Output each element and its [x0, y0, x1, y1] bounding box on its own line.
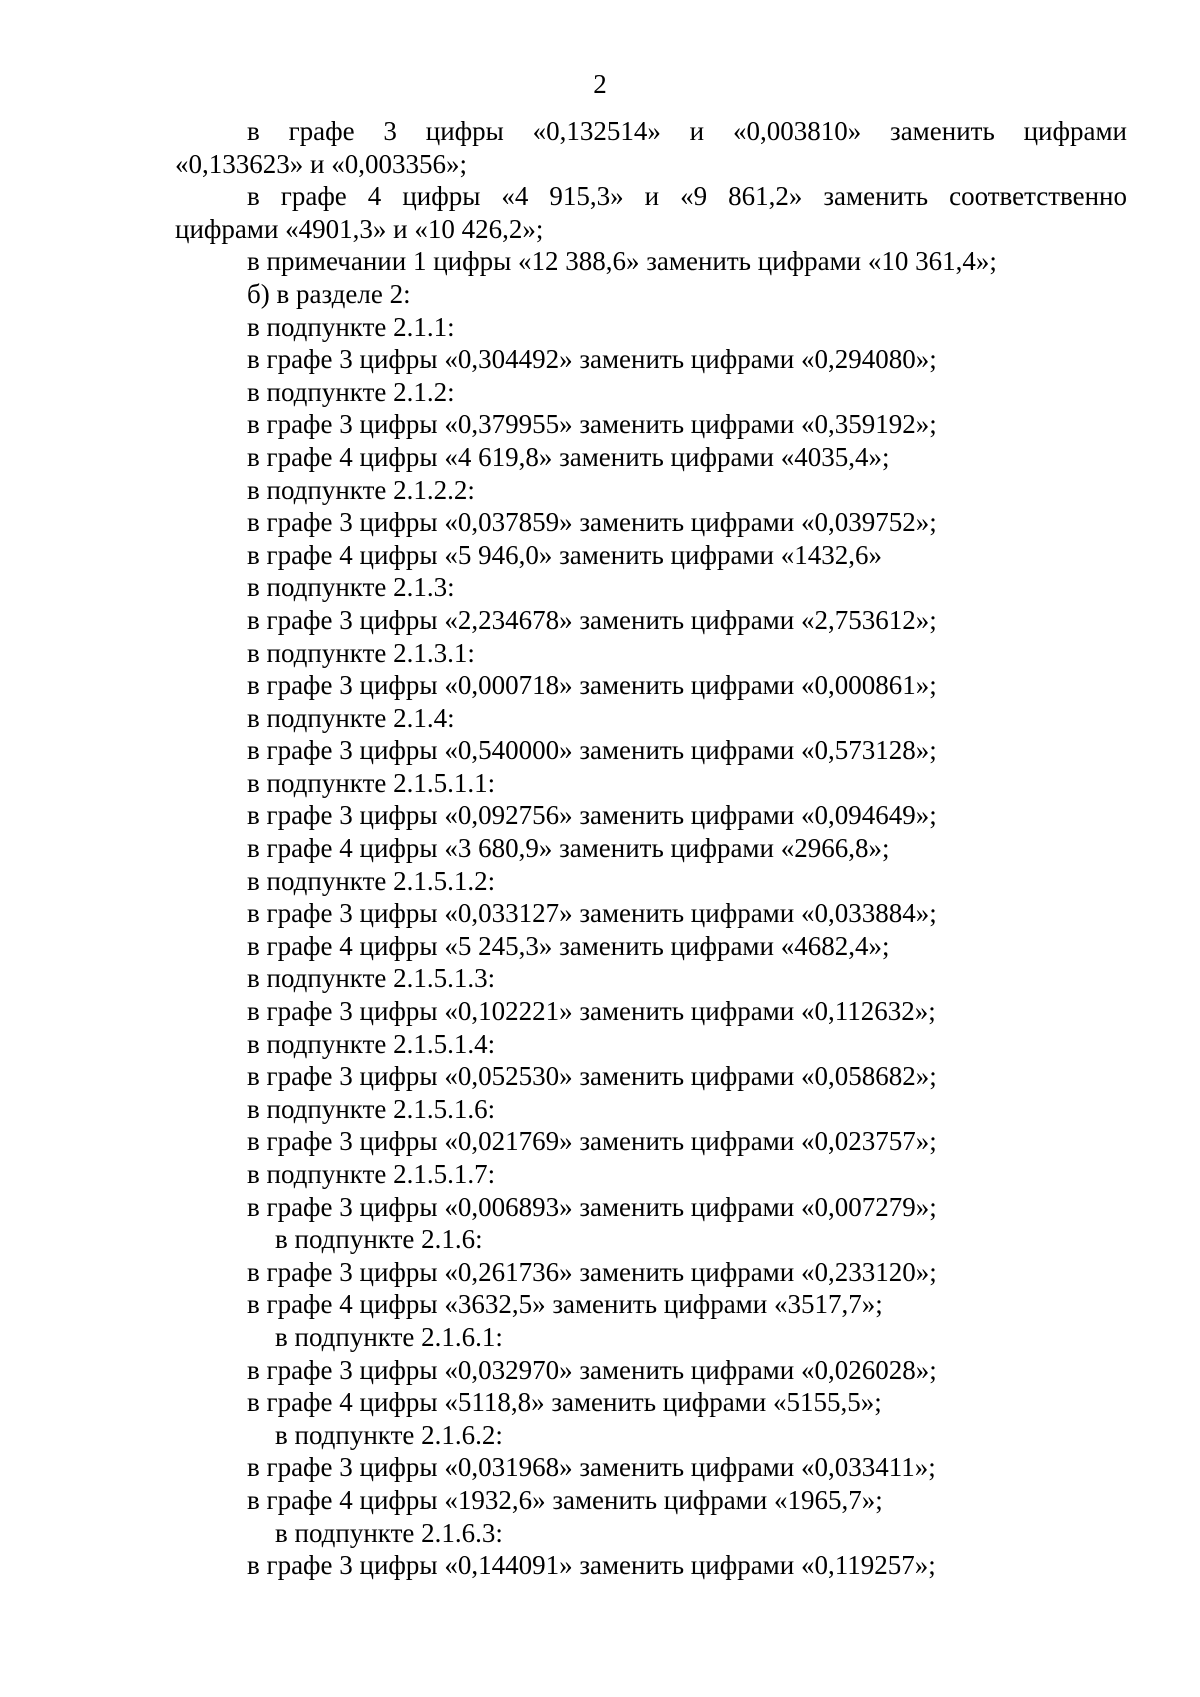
- text-line: в графе 4 цифры «3 680,9» заменить цифрами «2966,8»;: [247, 833, 890, 864]
- text-line: в подпункте 2.1.3.1:: [247, 637, 475, 668]
- text-line: в подпункте 2.1.6.3:: [275, 1517, 503, 1548]
- text-line: в графе 3 цифры «0,000718» заменить цифрами «0,000861»;: [247, 670, 937, 701]
- text-line: цифрами «4901,3» и «10 426,2»;: [175, 213, 544, 244]
- text-line: в подпункте 2.1.6.1:: [275, 1321, 503, 1352]
- text-line: в графе 3 цифры «0,032970» заменить цифрами «0,026028»;: [247, 1354, 937, 1385]
- text-line: в подпункте 2.1.5.1.3:: [247, 963, 496, 994]
- page-number: 2: [593, 69, 607, 99]
- text-line: в подпункте 2.1.5.1.4:: [247, 1028, 496, 1059]
- text-line: в подпункте 2.1.5.1.6:: [247, 1093, 496, 1124]
- text-line: в графе 3 цифры «0,102221» заменить цифрами «0,112632»;: [247, 996, 936, 1027]
- text-line: в графе 3 цифры «0,540000» заменить цифрами «0,573128»;: [247, 735, 937, 766]
- text-line: в подпункте 2.1.2.2:: [247, 474, 475, 505]
- text-line: в графе 3 цифры «0,132514» и «0,003810» заменить цифрами: [247, 116, 1127, 146]
- text-line: в подпункте 2.1.4:: [247, 702, 455, 733]
- text-line: в графе 4 цифры «1932,6» заменить цифрами «1965,7»;: [247, 1484, 883, 1515]
- text-line: в графе 3 цифры «2,234678» заменить цифрами «2,753612»;: [247, 604, 937, 635]
- text-line: в графе 4 цифры «5 245,3» заменить цифрами «4682,4»;: [247, 930, 890, 961]
- text-line: в подпункте 2.1.1:: [247, 311, 455, 342]
- text-line: в примечании 1 цифры «12 388,6» заменить цифрами «10 361,4»;: [247, 246, 997, 277]
- text-line: б) в разделе 2:: [247, 278, 411, 309]
- text-line: в подпункте 2.1.2:: [247, 376, 455, 407]
- text-line: в подпункте 2.1.5.1.1:: [247, 767, 496, 798]
- text-line: в графе 3 цифры «0,261736» заменить цифрами «0,233120»;: [247, 1256, 937, 1287]
- text-line: «0,133623» и «0,003356»;: [175, 148, 467, 179]
- text-line: в графе 4 цифры «4 619,8» заменить цифрами «4035,4»;: [247, 441, 890, 472]
- text-line: в графе 3 цифры «0,144091» заменить цифрами «0,119257»;: [247, 1550, 936, 1581]
- text-line: в графе 3 цифры «0,379955» заменить цифрами «0,359192»;: [247, 409, 937, 440]
- text-line: в подпункте 2.1.6.2:: [275, 1419, 503, 1450]
- text-line: в графе 4 цифры «4 915,3» и «9 861,2» заменить соответственно: [247, 181, 1127, 212]
- text-line: в графе 3 цифры «0,021769» заменить цифрами «0,023757»;: [247, 1126, 937, 1157]
- text-line: в подпункте 2.1.6:: [275, 1224, 483, 1255]
- text-line: в графе 3 цифры «0,006893» заменить цифрами «0,007279»;: [247, 1191, 937, 1222]
- text-line: в графе 4 цифры «5 946,0» заменить цифрами «1432,6»: [247, 539, 882, 570]
- text-line: в графе 4 цифры «5118,8» заменить цифрами «5155,5»;: [247, 1387, 882, 1418]
- text-line: в подпункте 2.1.5.1.7:: [247, 1159, 496, 1189]
- text-line: в графе 3 цифры «0,052530» заменить цифрами «0,058682»;: [247, 1061, 937, 1092]
- text-line: в подпункте 2.1.3:: [247, 572, 455, 603]
- text-line: в подпункте 2.1.5.1.2:: [247, 865, 496, 896]
- text-line: в графе 3 цифры «0,037859» заменить цифрами «0,039752»;: [247, 507, 937, 538]
- text-line: в графе 4 цифры «3632,5» заменить цифрами «3517,7»;: [247, 1289, 883, 1320]
- document-body: [175, 115, 1127, 1582]
- text-line: в графе 3 цифры «0,092756» заменить цифрами «0,094649»;: [247, 800, 937, 831]
- text-line: в графе 3 цифры «0,031968» заменить цифрами «0,033411»;: [247, 1452, 936, 1483]
- text-line: в графе 3 цифры «0,304492» заменить цифрами «0,294080»;: [247, 344, 937, 375]
- text-line: в графе 3 цифры «0,033127» заменить цифрами «0,033884»;: [247, 898, 937, 929]
